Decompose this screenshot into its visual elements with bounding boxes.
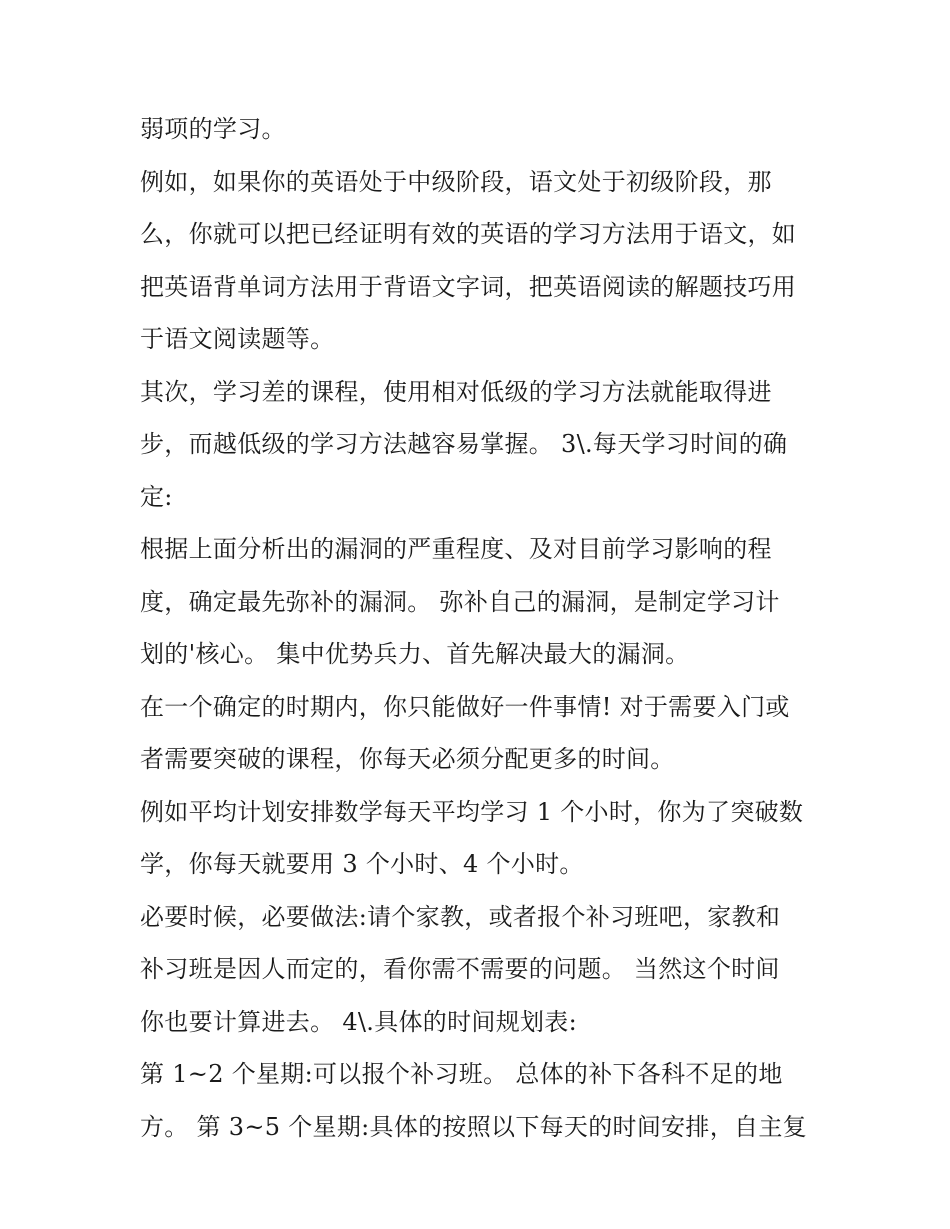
text-line: 补习班是因人而定的，看你需不需要的问题。 当然这个时间: [140, 955, 780, 983]
text-line: 于语文阅读题等。: [140, 325, 335, 353]
text-line: 者需要突破的课程，你每天必须分配更多的时间。: [140, 745, 675, 773]
text-line: 必要时候，必要做法:请个家教，或者报个补习班吧，家教和: [140, 902, 781, 931]
text-line: 么，你就可以把已经证明有效的英语的学习方法用于语文，如: [140, 220, 797, 248]
text-line: 弱项的学习。: [140, 115, 286, 143]
text-line: 在一个确定的时期内，你只能做好一件事情! 对于需要入门或: [140, 692, 790, 721]
document-body: [140, 103, 820, 1153]
text-line: 根据上面分析出的漏洞的严重程度、及对目前学习影响的程: [140, 535, 772, 563]
text-line: 方。 第 3~5 个星期:具体的按照以下每天的时间安排，自主复: [140, 1112, 807, 1141]
text-line: 度，确定最先弥补的漏洞。 弥补自己的漏洞，是制定学习计: [140, 587, 780, 616]
text-line: 其次，学习差的课程，使用相对低级的学习方法就能取得进: [140, 377, 772, 406]
text-line: 例如，如果你的英语处于中级阶段，语文处于初级阶段，那: [140, 167, 772, 196]
text-line: 学，你每天就要用 3 个小时、4 个小时。: [140, 850, 584, 878]
text-line: 你也要计算进去。 4\.具体的时间规划表:: [140, 1007, 577, 1036]
text-line: 把英语背单词方法用于背语文字词，把英语阅读的解题技巧用: [140, 272, 797, 301]
text-line: 定:: [140, 482, 173, 511]
text-line: 划的'核心。 集中优势兵力、首先解决最大的漏洞。: [140, 640, 690, 668]
text-line: 步，而越低级的学习方法越容易掌握。 3\.每天学习时间的确: [140, 430, 788, 458]
text-line: 例如平均计划安排数学每天平均学习 1 个小时，你为了突破数: [140, 797, 804, 826]
text-line: 第 1~2 个星期:可以报个补习班。 总体的补下各科不足的地: [140, 1060, 783, 1088]
